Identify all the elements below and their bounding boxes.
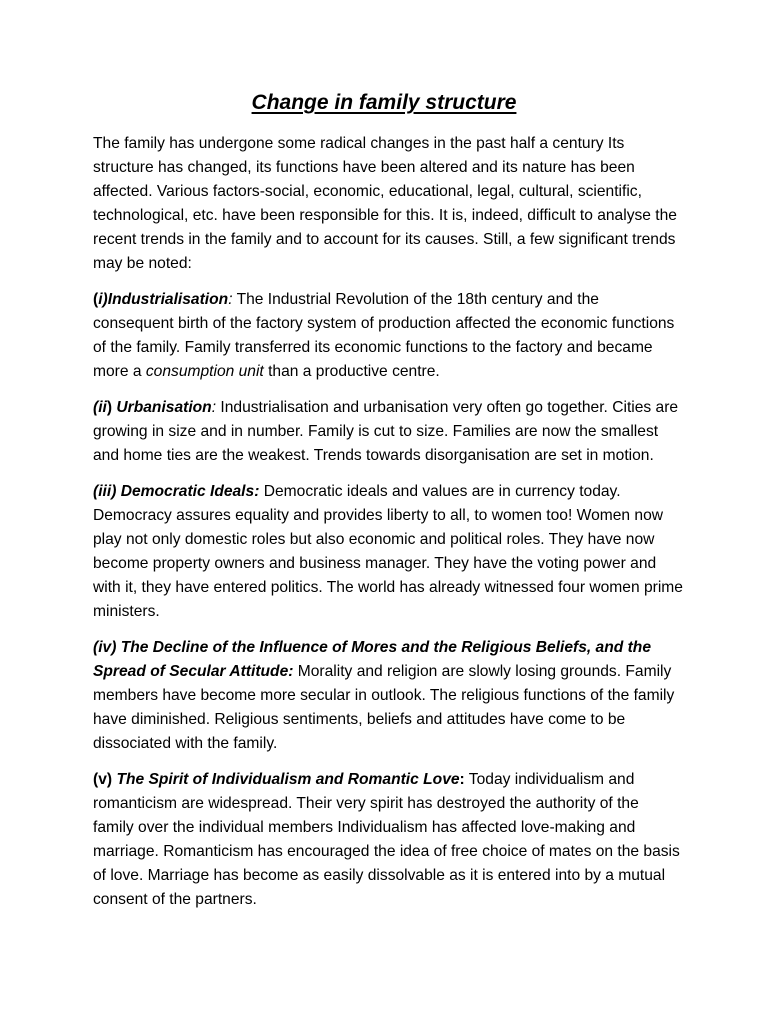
page-title: Change in family structure (251, 91, 517, 114)
section-decline-of-mores (93, 636, 683, 756)
section-heading: Industrialisation (107, 291, 229, 308)
section-text-end: than a productive centre. (263, 363, 440, 380)
section-number-close: ) (106, 771, 113, 788)
section-number: v (98, 771, 107, 788)
section-heading-colon: : (228, 291, 233, 308)
document-body (93, 132, 683, 924)
section-democratic-ideals (93, 480, 683, 624)
section-heading-colon: : (459, 771, 465, 788)
section-urbanisation (93, 396, 683, 468)
section-heading: Urbanisation (116, 399, 212, 416)
section-industrialisation (93, 288, 683, 384)
section-individualism (93, 768, 683, 912)
section-number: i (98, 291, 103, 308)
section-heading: The Spirit of Individualism and Romantic Love (116, 771, 460, 788)
section-text-emphasis: consumption unit (145, 363, 264, 380)
section-text: Industrialisation and urbanisation very often go together. Cities are growing in size and in number. Family is cut to size. Families are now the smallest and home ties are the weakest. Trends towards disorganisation are set in motion. (93, 399, 679, 464)
section-text: Democratic ideals and values are in currency today. Democracy assures equality and provides liberty to all, to women too! Women now play not only domestic roles but also economic and political roles. They have now become property owners and business manager. They have the voting power and with it, they have entered politics. The world has already witnessed four women prime ministers. (93, 483, 683, 620)
section-number-close: ) (106, 399, 113, 416)
section-heading-colon: : (211, 399, 217, 416)
section-number-close: ) (102, 291, 108, 308)
section-heading: (iii) Democratic Ideals: (93, 483, 260, 500)
section-text: The Industrial Revolution of the 18th century and the consequent birth of the factory system of production affected the economic functions of the family. Family transferred its economic functions to the factory and became more a (93, 291, 675, 380)
section-number-open: ( (93, 771, 99, 788)
section-heading: (iv) The Decline of the Influence of Mores and the Religious Beliefs, and the Spread of Secular Attitude: (93, 639, 651, 680)
section-number: (ii (93, 399, 107, 416)
section-number-open: ( (93, 291, 99, 308)
section-text: Today individualism and romanticism are widespread. Their very spirit has destroyed the authority of the family over the individual members Individualism has affected love-making and marriage. Romanticism has encouraged the idea of free choice of mates on the basis of love. Marriage has become as easily dissolvable as it is entered into by a mutual consent of the partners. (93, 771, 680, 908)
intro-paragraph: The family has undergone some radical changes in the past half a century Its structure has changed, its functions have been altered and its nature has been affected. Various factors-social, economic, educational, legal, cultural, scientific, technological, etc. have been responsible for this. It is, indeed, difficult to analyse the recent trends in the family and to account for its causes. Still, a few significant trends may be noted: (93, 135, 677, 272)
section-text: Morality and religion are slowly losing grounds. Family members have become more secular in outlook. The religious functions of the family have diminished. Religious sentiments, beliefs and attitudes have come to be dissociated with the family. (93, 663, 675, 752)
